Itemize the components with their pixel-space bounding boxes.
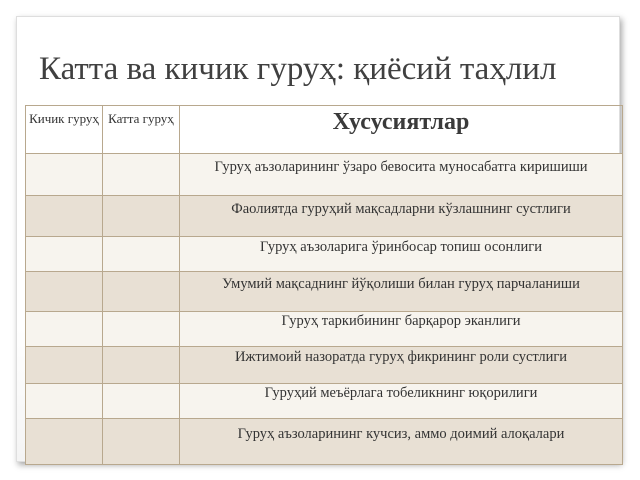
header-features: Хусусиятлар	[180, 106, 623, 154]
large-group-cell[interactable]	[103, 383, 180, 418]
small-group-cell[interactable]	[26, 418, 103, 464]
feature-cell: Гуруҳ аъзоларининг ўзаро бевосита муносабатга киришиши	[180, 154, 623, 196]
large-group-cell[interactable]	[103, 311, 180, 346]
table-row	[26, 272, 623, 311]
table-header-row	[26, 106, 623, 154]
feature-cell: Гуруҳий меъёрлага тобеликнинг юқорилиги	[180, 383, 623, 418]
small-group-cell[interactable]	[26, 383, 103, 418]
large-group-cell[interactable]	[103, 154, 180, 196]
large-group-cell[interactable]	[103, 418, 180, 464]
table-row	[26, 154, 623, 196]
small-group-cell[interactable]	[26, 311, 103, 346]
feature-cell: Гуруҳ аъзоларига ўринбосар топиш осонлиги	[180, 237, 623, 272]
feature-cell: Умумий мақсаднинг йўқолиши билан гуруҳ парчаланиши	[180, 272, 623, 311]
large-group-cell[interactable]	[103, 195, 180, 237]
table-row	[26, 383, 623, 418]
small-group-cell[interactable]	[26, 272, 103, 311]
slide	[16, 16, 620, 462]
table-row	[26, 311, 623, 346]
table-row	[26, 418, 623, 464]
table-row	[26, 237, 623, 272]
table-row	[26, 195, 623, 237]
small-group-cell[interactable]	[26, 237, 103, 272]
feature-cell: Гуруҳ таркибининг барқарор эканлиги	[180, 311, 623, 346]
small-group-cell[interactable]	[26, 195, 103, 237]
feature-cell: Ижтимоий назоратда гуруҳ фикрининг роли сустлиги	[180, 346, 623, 383]
small-group-cell[interactable]	[26, 154, 103, 196]
feature-cell: Фаолиятда гуруҳий мақсадларни кўзлашнинг сустлиги	[180, 195, 623, 237]
large-group-cell[interactable]	[103, 237, 180, 272]
header-large-group: Катта гуруҳ	[103, 106, 180, 154]
large-group-cell[interactable]	[103, 346, 180, 383]
large-group-cell[interactable]	[103, 272, 180, 311]
header-small-group: Кичик гуруҳ	[26, 106, 103, 154]
slide-title: Катта ва кичик гуруҳ: қиёсий таҳлил	[39, 51, 557, 87]
small-group-cell[interactable]	[26, 346, 103, 383]
comparison-table	[25, 105, 623, 465]
table-row	[26, 346, 623, 383]
feature-cell: Гуруҳ аъзоларининг кучсиз, аммо доимий алоқалари	[180, 418, 623, 464]
